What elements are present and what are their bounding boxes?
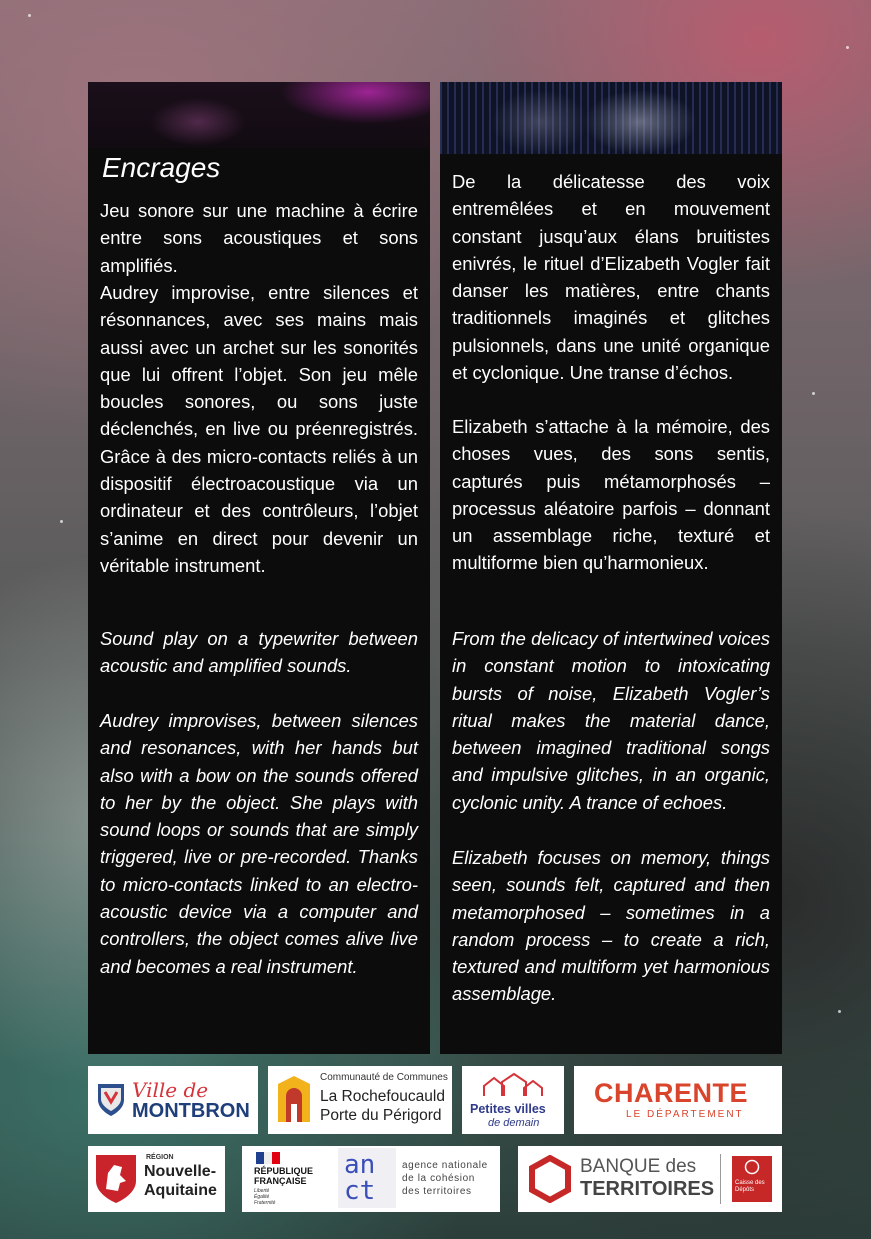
- logo-petites-villes-de-demain: [462, 1066, 564, 1134]
- english-description-1: From the delicacy of intertwined voices in constant motion to intoxicating bursts of noise, Elizabeth Vogler’s ritual makes the material dance, between imagined traditional songs and impulsive glitches, in an organic, cyclonic unity. A trance of echoes.: [452, 628, 770, 813]
- aquitaine-line3: Aquitaine: [144, 1182, 217, 1199]
- petites-villes-line1: Petites villes: [470, 1102, 546, 1116]
- performance-photo-strip: [88, 82, 430, 148]
- rochefoucauld-emblem-icon: [274, 1074, 314, 1126]
- background-speck: [60, 520, 63, 523]
- logo-banque-des-territoires: [518, 1146, 782, 1212]
- anct-mark-top: an: [344, 1150, 376, 1180]
- republique-line2: FRANÇAISE: [254, 1176, 307, 1186]
- anct-line1: agence nationale: [402, 1160, 488, 1171]
- logo-ville-de-montbron: [88, 1066, 258, 1134]
- left-text-panel: [88, 82, 430, 1054]
- piece-title: Encrages: [102, 152, 221, 183]
- anct-mark: [338, 1148, 396, 1208]
- cdc-seal-icon: [744, 1159, 760, 1175]
- rochefoucauld-line3: Porte du Périgord: [320, 1107, 442, 1124]
- rochefoucauld-line2: La Rochefoucauld: [320, 1088, 445, 1105]
- banque-hexagon-icon: [528, 1155, 572, 1203]
- english-intro: Sound play on a typewriter between acoustic and amplified sounds.: [100, 628, 418, 677]
- logo-anct-republique: [242, 1146, 500, 1212]
- charente-line1: CHARENTE: [594, 1078, 749, 1108]
- french-description-2: Elizabeth s’attache à la mémoire, des choses vues, des sons sentis, capturés puis métamorphosés – processus aléatoire parfois – donnant un assemblage riche, texturé et multiforme bien qu’harmonieux.: [452, 416, 770, 574]
- english-description: Audrey improvises, between silences and resonances, with her hands but also with a bow on the sounds offered to her by the object. She plays with sound loops or sounds that are simply triggered, live or pre-recorded. Thanks to micro-contacts linked to an electro-acoustic device via a computer and controllers, the object comes alive live and becomes a real instrument.: [100, 710, 418, 977]
- logo-la-rochefoucauld: [268, 1066, 452, 1134]
- english-description-2: Elizabeth focuses on memory, things seen, sounds felt, captured and then metamorphosed – sometimes in a random process – to create a rich, textured and multiform yet harmonious assemblage.: [452, 847, 770, 1005]
- aquitaine-line2: Nouvelle-: [144, 1163, 217, 1180]
- republique-line5: Fraternité: [254, 1200, 276, 1206]
- cdc-label: Caisse des Dépôts: [735, 1180, 765, 1193]
- banque-divider: [720, 1154, 721, 1204]
- french-description: Audrey improvise, entre silences et résonnances, avec ses mains mais aussi avec un archet sur les sonorités que lui offrent l’objet. Son jeu mêle boucles sonores, ou sons juste déclenchés, en live ou préenregistrés. Grâce à des micro-contacts reliés à un dispositif électroacoustique via un ordinateur et des contrôleurs, l’objet s’anime en direct pour devenir un véritable instrument.: [100, 282, 418, 576]
- village-roofs-icon: [480, 1072, 546, 1098]
- republique-line4: Égalité: [254, 1194, 270, 1200]
- banque-line1: BANQUE des: [580, 1156, 697, 1177]
- republique-line3: Liberté: [254, 1188, 270, 1194]
- logo-region-nouvelle-aquitaine: [88, 1146, 225, 1212]
- french-description-1: De la délicatesse des voix entremêlées et en mouvement constant jusqu’aux élans bruitistes enivrés, le rituel d’Elizabeth Vogler fait danser les matières, entre chants traditionnels imaginés et glitches pulsionnels, dans une unité organique et cyclonique. Une transe d’échos.: [452, 171, 770, 384]
- marianne-icon: [256, 1152, 280, 1164]
- anct-line3: des territoires: [402, 1186, 472, 1197]
- rochefoucauld-line1: Communauté de Communes: [320, 1072, 448, 1083]
- logo-charente: [574, 1066, 782, 1134]
- french-intro: Jeu sonore sur une machine à écrire entre sons acoustiques et sons amplifiés.: [100, 200, 418, 276]
- montbron-line1: Ville de: [132, 1078, 209, 1102]
- montbron-crest-icon: [96, 1082, 126, 1118]
- right-text-panel: [440, 82, 782, 1054]
- caisse-des-depots-badge: [732, 1156, 772, 1202]
- aquitaine-line1: RÉGION: [146, 1154, 174, 1161]
- background-speck: [28, 14, 31, 17]
- anct-line2: de la cohésion: [402, 1173, 475, 1184]
- background-speck: [812, 392, 815, 395]
- performance-photo-strip: [440, 82, 782, 154]
- petites-villes-line2: de demain: [488, 1117, 540, 1129]
- charente-line2: LE DÉPARTEMENT: [626, 1109, 744, 1120]
- republique-line1: RÉPUBLIQUE: [254, 1166, 314, 1176]
- banque-line2: TERRITOIRES: [580, 1178, 715, 1200]
- background-speck: [838, 1010, 841, 1013]
- montbron-line2: MONTBRON: [132, 1100, 250, 1122]
- background-speck: [846, 46, 849, 49]
- aquitaine-lion-crest-icon: [94, 1153, 138, 1205]
- anct-mark-bottom: ct: [344, 1176, 376, 1206]
